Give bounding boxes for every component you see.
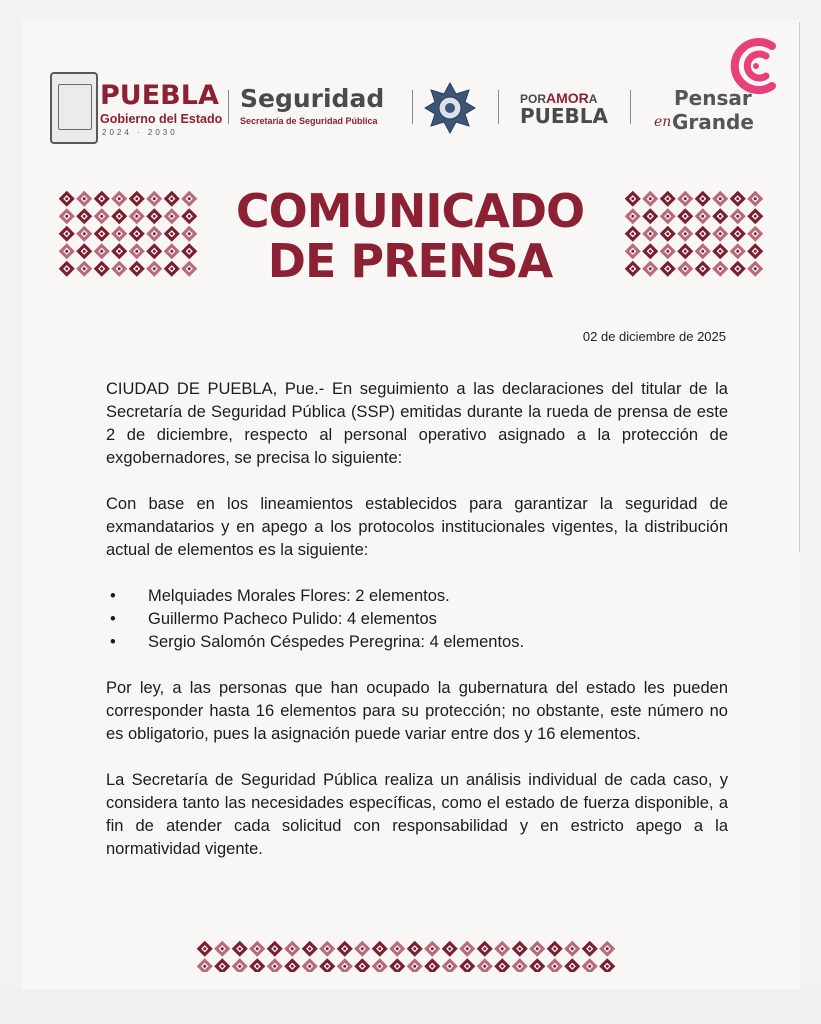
- assignment-list: [106, 585, 728, 654]
- ornament-motif: [730, 191, 746, 207]
- ornament-motif: [564, 941, 580, 957]
- ornament-motif: [214, 958, 230, 972]
- list-item: [106, 585, 728, 608]
- puebla-logo-text: PUEBLA: [100, 80, 219, 111]
- ornament-motif: [181, 243, 197, 259]
- ornament-motif: [129, 226, 145, 242]
- ornament-motif: [94, 261, 110, 277]
- ornament-motif: [442, 958, 458, 972]
- ornament-motif: [494, 958, 510, 972]
- ornament-motif: [625, 243, 641, 259]
- paragraph-law: Por ley, a las personas que han ocupado la gubernatura del estado les pueden corresponder hasta 16 elementos para su protección; no obstante, este número no es obligatorio, pues la asignación puede variar entre dos y 16 elementos.: [106, 679, 728, 743]
- logo-divider: [498, 90, 499, 124]
- ornament-motif: [337, 958, 353, 972]
- ornament-motif: [164, 226, 180, 242]
- ornament-motif: [642, 243, 658, 259]
- ornament-motif: [302, 941, 318, 957]
- ornament-motif: [660, 226, 676, 242]
- ornament-motif: [512, 941, 528, 957]
- ornament-motif: [695, 261, 711, 277]
- ornament-motif: [232, 958, 248, 972]
- seguridad-subtitle: Secretaría de Seguridad Pública: [240, 116, 378, 126]
- grande-text: Grande: [672, 110, 754, 134]
- ornament-motif: [76, 261, 92, 277]
- ornament-motif: [181, 191, 197, 207]
- ornament-motif: [459, 958, 475, 972]
- bullet: •: [110, 610, 116, 628]
- paragraph-analysis: La Secretaría de Seguridad Pública realiza un análisis individual de cada caso, y considera tanto las necesidades específicas, como el estado de fuerza disponible, a fin de atender cada solicitud con responsabilidad y en estricto apego a la normatividad vigente.: [106, 771, 728, 858]
- ornament-motif: [181, 261, 197, 277]
- por-amor-text-1: POR: [520, 92, 547, 106]
- ornament-motif: [164, 261, 180, 277]
- ornament-motif: [181, 226, 197, 242]
- ornament-motif: [59, 191, 75, 207]
- left-ornament-pattern: [58, 190, 200, 278]
- title-line-2: DE PRENSA: [267, 234, 553, 288]
- ornament-motif: [625, 261, 641, 277]
- ornament-motif: [146, 208, 162, 224]
- ornament-motif: [424, 958, 440, 972]
- ornament-motif: [677, 191, 693, 207]
- ornament-motif: [214, 941, 230, 957]
- ornament-motif: [94, 243, 110, 259]
- ornament-motif: [389, 941, 405, 957]
- ornament-motif: [625, 191, 641, 207]
- term-years: 2024 · 2030: [102, 128, 178, 137]
- brand-corner-logo-icon: [726, 34, 790, 98]
- ornament-motif: [625, 208, 641, 224]
- ornament-motif: [129, 243, 145, 259]
- ornament-motif: [494, 941, 510, 957]
- ornament-motif: [512, 958, 528, 972]
- logo-divider: [630, 90, 631, 124]
- ornament-motif: [302, 958, 318, 972]
- puebla-coat-of-arms-icon: [50, 72, 98, 144]
- ornament-motif: [232, 941, 248, 957]
- ornament-motif: [677, 208, 693, 224]
- ornament-motif: [459, 941, 475, 957]
- ornament-motif: [181, 208, 197, 224]
- ornament-motif: [94, 191, 110, 207]
- ornament-motif: [730, 243, 746, 259]
- logo-divider: [412, 90, 413, 124]
- bullet: •: [110, 587, 116, 605]
- ornament-motif: [59, 208, 75, 224]
- ornament-motif: [164, 208, 180, 224]
- ornament-motif: [164, 243, 180, 259]
- ornament-motif: [372, 941, 388, 957]
- ornament-motif: [59, 243, 75, 259]
- list-item: [106, 608, 728, 631]
- ornament-motif: [695, 208, 711, 224]
- gobierno-del-estado-label: Gobierno del Estado: [100, 112, 223, 126]
- ornament-motif: [424, 941, 440, 957]
- ornament-motif: [146, 226, 162, 242]
- ornament-motif: [319, 958, 335, 972]
- ornament-motif: [129, 191, 145, 207]
- ornament-motif: [284, 958, 300, 972]
- ornament-motif: [129, 261, 145, 277]
- ornament-motif: [111, 261, 127, 277]
- ornament-motif: [389, 958, 405, 972]
- ornament-motif: [129, 208, 145, 224]
- ornament-motif: [582, 958, 598, 972]
- ornament-motif: [730, 261, 746, 277]
- ornament-motif: [76, 191, 92, 207]
- ornament-motif: [407, 941, 423, 957]
- page-title: [200, 186, 620, 286]
- edge-divider: [799, 22, 800, 552]
- ornament-motif: [625, 226, 641, 242]
- ornament-motif: [712, 191, 728, 207]
- ornament-motif: [712, 226, 728, 242]
- seguridad-logo-text: Seguridad: [240, 84, 385, 113]
- release-date: 02 de diciembre de 2025: [582, 329, 726, 344]
- title-line-1: COMUNICADO: [235, 184, 585, 238]
- press-release-body: [106, 378, 728, 884]
- bullet: •: [110, 633, 116, 651]
- ornament-motif: [599, 958, 615, 972]
- ornament-motif: [660, 261, 676, 277]
- ornament-motif: [267, 958, 283, 972]
- ornament-motif: [677, 261, 693, 277]
- ornament-motif: [712, 208, 728, 224]
- ornament-motif: [712, 261, 728, 277]
- police-star-badge-icon: [424, 82, 476, 134]
- ornament-motif: [94, 226, 110, 242]
- ornament-motif: [111, 208, 127, 224]
- ornament-motif: [529, 958, 545, 972]
- paragraph-distribution: Con base en los lineamientos establecidos para garantizar la seguridad de exmandatarios y en apego a los protocolos institucionales vigentes, la distribución actual de elementos es la siguiente:: [106, 495, 728, 559]
- ornament-motif: [599, 941, 615, 957]
- ornament-motif: [94, 208, 110, 224]
- ornament-motif: [747, 191, 763, 207]
- ornament-motif: [642, 226, 658, 242]
- list-item-text: Melquiades Morales Flores: 2 elementos.: [148, 587, 450, 605]
- por-amor-a-puebla-logo: [520, 92, 608, 127]
- ornament-motif: [76, 226, 92, 242]
- ornament-motif: [477, 941, 493, 957]
- ornament-motif: [197, 958, 213, 972]
- ornament-motif: [730, 226, 746, 242]
- ornament-motif: [146, 261, 162, 277]
- ornament-motif: [477, 958, 493, 972]
- ornament-motif: [747, 226, 763, 242]
- ornament-motif: [284, 941, 300, 957]
- ornament-motif: [354, 958, 370, 972]
- paragraph-intro: CIUDAD DE PUEBLA, Pue.- En seguimiento a las declaraciones del titular de la Secretaría de Seguridad Pública (SSP) emitidas durante la rueda de prensa de este 2 de diciembre, respecto al personal operativo asignado a la protección de exgobernadores, se precisa lo siguiente:: [106, 380, 728, 467]
- ornament-motif: [695, 243, 711, 259]
- ornament-motif: [249, 941, 265, 957]
- ornament-motif: [747, 208, 763, 224]
- por-amor-text-3: A: [588, 92, 598, 106]
- ornament-motif: [111, 226, 127, 242]
- ornament-motif: [747, 243, 763, 259]
- ornament-motif: [267, 941, 283, 957]
- ornament-motif: [747, 261, 763, 277]
- ornament-motif: [564, 958, 580, 972]
- ornament-motif: [695, 226, 711, 242]
- por-amor-text-2: AMOR: [546, 90, 589, 106]
- ornament-motif: [582, 941, 598, 957]
- en-text: en: [654, 114, 672, 130]
- bottom-margin: [0, 990, 821, 1024]
- ornament-motif: [642, 261, 658, 277]
- ornament-motif: [146, 191, 162, 207]
- ornament-motif: [660, 243, 676, 259]
- ornament-motif: [677, 226, 693, 242]
- por-amor-puebla-text: PUEBLA: [520, 104, 609, 128]
- right-ornament-pattern: [624, 190, 766, 278]
- ornament-motif: [249, 958, 265, 972]
- ornament-motif: [660, 191, 676, 207]
- ornament-motif: [146, 243, 162, 259]
- list-item-text: Guillermo Pacheco Pulido: 4 elementos: [148, 610, 437, 628]
- ornament-motif: [354, 941, 370, 957]
- ornament-motif: [660, 208, 676, 224]
- ornament-motif: [319, 941, 335, 957]
- pensar-text: Pensar: [674, 86, 752, 110]
- ornament-motif: [76, 243, 92, 259]
- ornament-motif: [59, 261, 75, 277]
- ornament-motif: [59, 226, 75, 242]
- ornament-motif: [547, 941, 563, 957]
- ornament-motif: [547, 958, 563, 972]
- ornament-motif: [677, 243, 693, 259]
- ornament-motif: [529, 941, 545, 957]
- ornament-motif: [730, 208, 746, 224]
- ornament-motif: [642, 191, 658, 207]
- ornament-motif: [372, 958, 388, 972]
- ornament-motif: [642, 208, 658, 224]
- ornament-motif: [442, 941, 458, 957]
- ornament-motif: [407, 958, 423, 972]
- ornament-motif: [111, 243, 127, 259]
- ornament-motif: [164, 191, 180, 207]
- bottom-ornament-pattern: [196, 940, 626, 972]
- ornament-motif: [197, 941, 213, 957]
- ornament-motif: [111, 191, 127, 207]
- ornament-motif: [337, 941, 353, 957]
- ornament-motif: [712, 243, 728, 259]
- ornament-motif: [695, 191, 711, 207]
- ornament-motif: [76, 208, 92, 224]
- logo-divider: [228, 90, 229, 124]
- list-item-text: Sergio Salomón Céspedes Peregrina: 4 elementos.: [148, 633, 525, 651]
- list-item: [106, 631, 728, 654]
